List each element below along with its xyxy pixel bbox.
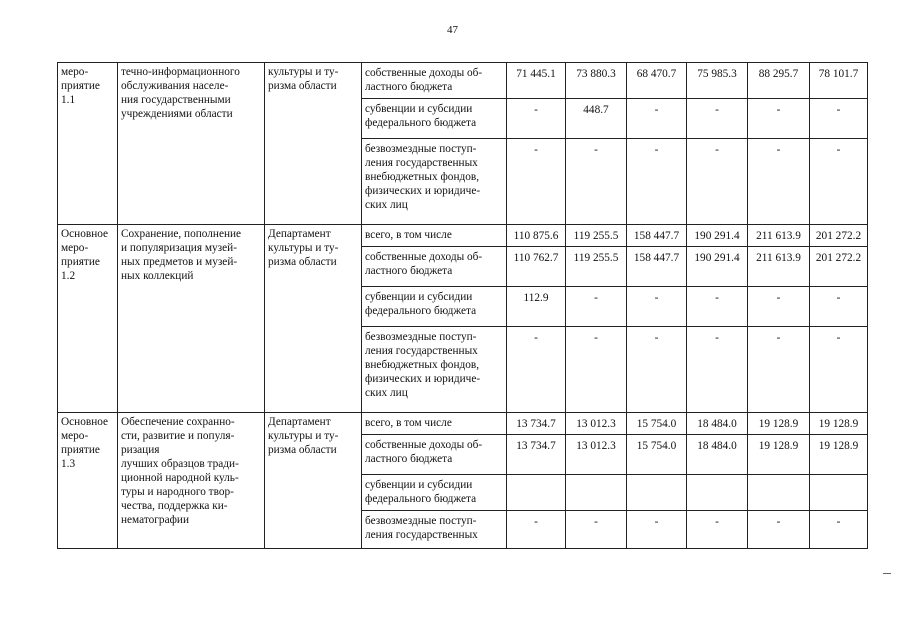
value-cell: - — [810, 287, 868, 327]
value-cell: - — [627, 99, 687, 139]
table-row — [58, 225, 868, 247]
value-cell: 110 875.6 — [507, 225, 566, 247]
funding-source-cell: всего, в том числе — [362, 225, 507, 247]
table-row — [58, 63, 868, 99]
value-cell: 88 295.7 — [748, 63, 810, 99]
value-cell: 71 445.1 — [507, 63, 566, 99]
value-cell: 78 101.7 — [810, 63, 868, 99]
value-cell: 19 128.9 — [810, 435, 868, 475]
margin-mark — [883, 573, 891, 574]
value-cell: 13 012.3 — [566, 435, 627, 475]
value-cell: 158 447.7 — [627, 247, 687, 287]
value-cell: 13 012.3 — [566, 413, 627, 435]
value-cell: - — [566, 511, 627, 549]
value-cell: - — [627, 327, 687, 413]
funding-source-cell: субвенции и субсидии федерального бюджета — [362, 287, 507, 327]
value-cell: 19 128.9 — [748, 435, 810, 475]
value-cell: - — [810, 327, 868, 413]
value-cell: - — [687, 139, 748, 225]
value-cell: - — [810, 511, 868, 549]
value-cell: - — [507, 99, 566, 139]
value-cell: 211 613.9 — [748, 225, 810, 247]
value-cell: - — [687, 327, 748, 413]
value-cell: 201 272.2 — [810, 225, 868, 247]
value-cell: 19 128.9 — [810, 413, 868, 435]
activity-code-cell: Основное меро- приятие 1.3 — [58, 413, 118, 549]
funding-source-cell: собственные доходы об- ластного бюджета — [362, 63, 507, 99]
value-cell: 15 754.0 — [627, 435, 687, 475]
funding-source-cell: собственные доходы об- ластного бюджета — [362, 435, 507, 475]
funding-source-cell: субвенции и субсидии федерального бюджета — [362, 475, 507, 511]
value-cell — [566, 475, 627, 511]
value-cell — [748, 475, 810, 511]
value-cell: - — [627, 511, 687, 549]
value-cell: - — [687, 287, 748, 327]
value-cell: - — [748, 139, 810, 225]
table-body — [58, 63, 868, 549]
value-cell: - — [748, 511, 810, 549]
activity-code-cell: меро- приятие 1.1 — [58, 63, 118, 225]
value-cell: - — [810, 99, 868, 139]
value-cell — [810, 475, 868, 511]
value-cell: 13 734.7 — [507, 413, 566, 435]
executor-cell: Департамент культуры и ту- ризма области — [265, 225, 362, 413]
value-cell: 211 613.9 — [748, 247, 810, 287]
activity-name-cell: Сохранение, пополнение и популяризация музей- ных предметов и музей- ных коллекций — [118, 225, 265, 413]
value-cell: 201 272.2 — [810, 247, 868, 287]
value-cell — [687, 475, 748, 511]
value-cell: 18 484.0 — [687, 413, 748, 435]
value-cell: 119 255.5 — [566, 225, 627, 247]
activity-code-cell: Основное меро- приятие 1.2 — [58, 225, 118, 413]
value-cell: 448.7 — [566, 99, 627, 139]
value-cell: 18 484.0 — [687, 435, 748, 475]
value-cell: 19 128.9 — [748, 413, 810, 435]
executor-cell: культуры и ту- ризма области — [265, 63, 362, 225]
value-cell: 15 754.0 — [627, 413, 687, 435]
activity-name-cell: течно-информационного обслуживания населе- ния государственными учреждениями области — [118, 63, 265, 225]
page-number: 47 — [447, 24, 458, 36]
value-cell: 68 470.7 — [627, 63, 687, 99]
funding-source-cell: субвенции и субсидии федерального бюджета — [362, 99, 507, 139]
funding-source-cell: всего, в том числе — [362, 413, 507, 435]
value-cell — [627, 475, 687, 511]
value-cell: - — [748, 327, 810, 413]
funding-source-cell: собственные доходы об- ластного бюджета — [362, 247, 507, 287]
value-cell: - — [687, 99, 748, 139]
value-cell: - — [507, 139, 566, 225]
executor-cell: Департамент культуры и ту- ризма области — [265, 413, 362, 549]
value-cell: - — [507, 327, 566, 413]
value-cell: - — [748, 287, 810, 327]
value-cell: - — [566, 327, 627, 413]
value-cell: 75 985.3 — [687, 63, 748, 99]
funding-source-cell: безвозмездные поступ- ления государственных внебюджетных фондов, физических и юридиче- ских лиц — [362, 139, 507, 225]
value-cell: - — [627, 287, 687, 327]
value-cell: 13 734.7 — [507, 435, 566, 475]
value-cell: 190 291.4 — [687, 225, 748, 247]
value-cell: - — [748, 99, 810, 139]
value-cell: 190 291.4 — [687, 247, 748, 287]
value-cell: - — [810, 139, 868, 225]
funding-source-cell: безвозмездные поступ- ления государственных — [362, 511, 507, 549]
table-row — [58, 413, 868, 435]
value-cell: - — [627, 139, 687, 225]
value-cell: - — [566, 139, 627, 225]
activity-name-cell: Обеспечение сохранно- сти, развитие и популя- ризация лучших образцов тради- ционной народной куль- туры и народного твор- чества, поддержка ки- нематографии — [118, 413, 265, 549]
value-cell: - — [687, 511, 748, 549]
budget-table — [57, 62, 868, 549]
value-cell: - — [566, 287, 627, 327]
value-cell: - — [507, 511, 566, 549]
value-cell: 112.9 — [507, 287, 566, 327]
value-cell: 73 880.3 — [566, 63, 627, 99]
value-cell: 158 447.7 — [627, 225, 687, 247]
value-cell — [507, 475, 566, 511]
value-cell: 110 762.7 — [507, 247, 566, 287]
funding-source-cell: безвозмездные поступ- ления государственных внебюджетных фондов, физических и юридиче- ских лиц — [362, 327, 507, 413]
value-cell: 119 255.5 — [566, 247, 627, 287]
